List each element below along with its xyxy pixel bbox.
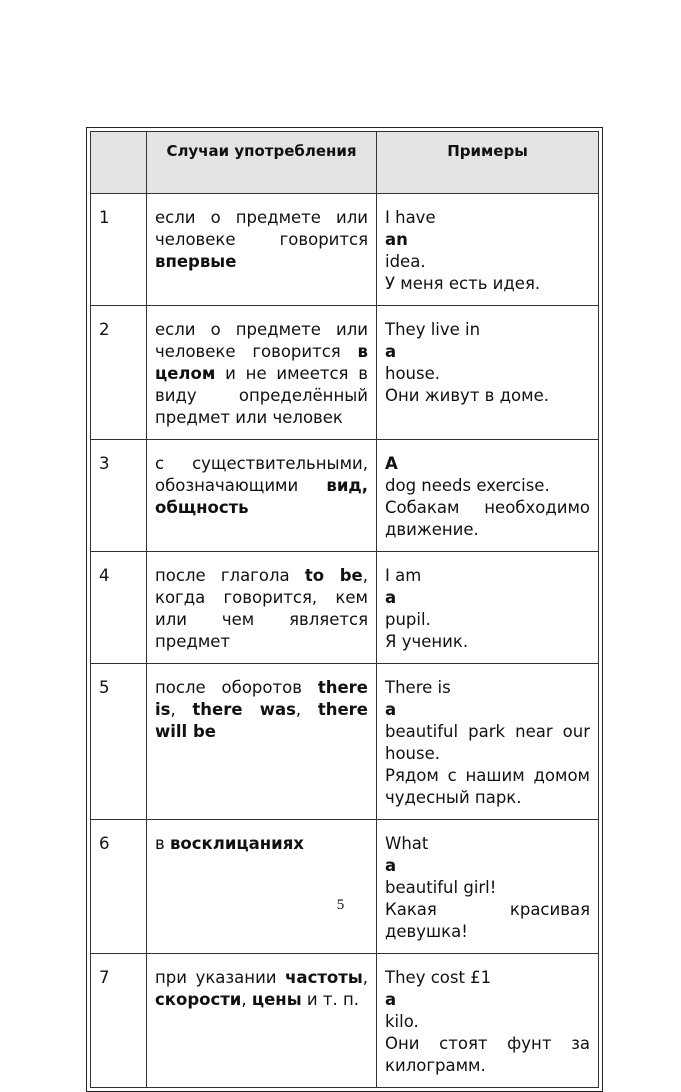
- table-row: [91, 664, 599, 820]
- example-bold-text: a: [385, 342, 397, 361]
- header-examples: Примеры: [377, 132, 599, 194]
- example-text: They live in: [385, 320, 481, 339]
- example-text: I am: [385, 566, 422, 585]
- example-text: kilo.: [385, 1012, 419, 1031]
- example-text: Какая красивая девушка!: [385, 900, 590, 941]
- example-text: idea.: [385, 252, 426, 271]
- article-usage-table: [90, 131, 599, 1088]
- example-bold-text: a: [385, 856, 397, 875]
- usage-text: и т. п.: [301, 990, 359, 1009]
- examples-cell: [377, 194, 599, 306]
- row-number: 5: [91, 664, 147, 820]
- table-header-row: [91, 132, 599, 194]
- example-line: [385, 207, 590, 273]
- table-body: [91, 194, 599, 1088]
- examples-cell: [377, 954, 599, 1088]
- usage-text: если о предмете или человеке говорится: [155, 320, 368, 361]
- table-frame: [86, 127, 603, 1092]
- usage-text: ,: [295, 700, 318, 719]
- example-text: house.: [385, 364, 441, 383]
- usage-cell: [147, 820, 377, 954]
- example-line: [385, 565, 590, 631]
- example-line: [385, 833, 590, 899]
- header-number: [91, 132, 147, 194]
- example-text: beautiful girl!: [385, 878, 497, 897]
- example-line: [385, 1033, 590, 1077]
- table-row: [91, 552, 599, 664]
- example-line: [385, 385, 590, 407]
- example-text: Рядом с нашим домом чудесный парк.: [385, 766, 590, 807]
- usage-bold-text: цены: [251, 990, 302, 1009]
- example-line: [385, 319, 590, 385]
- usage-bold-text: впервые: [155, 252, 237, 271]
- example-text: There is: [385, 678, 451, 697]
- usage-bold-text: скорости: [155, 990, 242, 1009]
- usage-text: после оборотов: [155, 678, 318, 697]
- example-text: Они живут в доме.: [385, 386, 549, 405]
- table-row: [91, 954, 599, 1088]
- usage-bold-text: there is: [155, 678, 368, 719]
- example-bold-text: a: [385, 588, 397, 607]
- example-text: Собакам необходимо движение.: [385, 498, 590, 539]
- example-line: [385, 967, 590, 1033]
- usage-cell: [147, 306, 377, 440]
- examples-cell: [377, 820, 599, 954]
- example-bold-text: a: [385, 990, 397, 1009]
- usage-bold-text: частоты: [285, 968, 363, 987]
- usage-text: в: [155, 834, 170, 853]
- table-row: [91, 194, 599, 306]
- table-row: [91, 820, 599, 954]
- usage-bold-text: восклицаниях: [169, 834, 304, 853]
- usage-bold-text: to be: [304, 566, 363, 585]
- examples-cell: [377, 440, 599, 552]
- usage-cell: [147, 552, 377, 664]
- example-text: dog needs exercise.: [385, 476, 550, 495]
- usage-text: после глагола: [155, 566, 305, 585]
- example-line: [385, 453, 590, 497]
- page-number: 5: [336, 897, 345, 913]
- header-usage: Случаи употребления: [147, 132, 377, 194]
- example-line: [385, 273, 590, 295]
- table-row: [91, 306, 599, 440]
- usage-cell: [147, 440, 377, 552]
- row-number: 6: [91, 820, 147, 954]
- example-line: [385, 765, 590, 809]
- example-text: I have: [385, 208, 436, 227]
- examples-cell: [377, 552, 599, 664]
- row-number: 4: [91, 552, 147, 664]
- row-number: 7: [91, 954, 147, 1088]
- usage-bold-text: в целом: [155, 342, 368, 383]
- usage-bold-text: there was: [192, 700, 296, 719]
- example-bold-text: a: [385, 700, 397, 719]
- examples-cell: [377, 664, 599, 820]
- example-text: Я ученик.: [385, 632, 469, 651]
- example-text: beautiful park near our house.: [385, 722, 590, 763]
- usage-bold-text: there will be: [155, 700, 368, 741]
- usage-text: и не имеется в виду определённый предмет или человек: [155, 364, 368, 427]
- row-number: 1: [91, 194, 147, 306]
- usage-text: ,: [241, 990, 252, 1009]
- usage-text: при указании: [155, 968, 286, 987]
- usage-cell: [147, 664, 377, 820]
- example-text: У меня есть идея.: [385, 274, 541, 293]
- example-line: [385, 677, 590, 765]
- row-number: 3: [91, 440, 147, 552]
- example-text: What: [385, 834, 429, 853]
- usage-text: , когда говорится, кем или чем является предмет: [155, 566, 368, 651]
- table-row: [91, 440, 599, 552]
- row-number: 2: [91, 306, 147, 440]
- examples-cell: [377, 306, 599, 440]
- usage-bold-text: вид, общность: [155, 476, 368, 517]
- example-text: pupil.: [385, 610, 431, 629]
- example-line: [385, 631, 590, 653]
- usage-cell: [147, 194, 377, 306]
- example-text: Они стоят фунт за килограмм.: [385, 1034, 590, 1075]
- example-line: [385, 497, 590, 541]
- example-bold-text: A: [385, 454, 398, 473]
- usage-cell: [147, 954, 377, 1088]
- example-text: They cost £1: [385, 968, 492, 987]
- usage-text: с существительными, обозначающими: [155, 454, 368, 495]
- usage-text: ,: [170, 700, 193, 719]
- usage-text: если о предмете или человеке говорится: [155, 208, 368, 249]
- example-bold-text: an: [385, 230, 408, 249]
- usage-text: ,: [362, 968, 368, 987]
